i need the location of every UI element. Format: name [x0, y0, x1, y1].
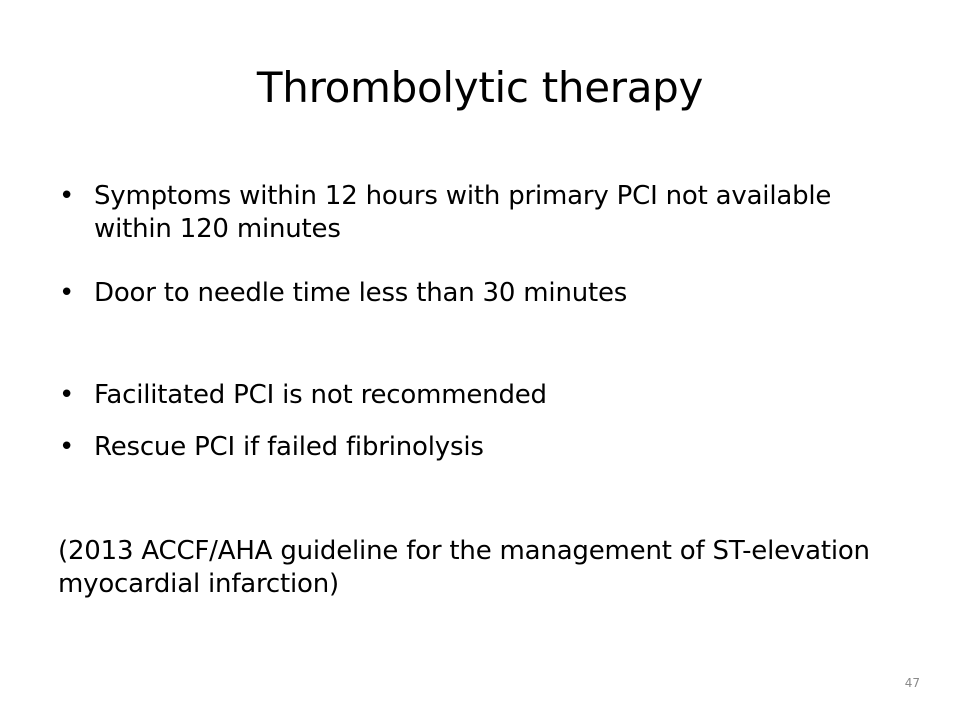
slide-title: Thrombolytic therapy [256, 63, 704, 112]
page-number: 47 [904, 676, 920, 690]
bullet-item-4: • Rescue PCI if failed fibrinolysis [94, 431, 894, 464]
guideline-citation: (2013 ACCF/AHA guideline for the management of ST-elevation myocardial infarction) [58, 536, 870, 599]
bullet-item-1: • Symptoms within 12 hours with primary PCI not available within 120 minutes [94, 180, 894, 246]
bullet-item-2: • Door to needle time less than 30 minutes [94, 277, 894, 310]
bullet-item-3: • Facilitated PCI is not recommended [94, 379, 894, 412]
